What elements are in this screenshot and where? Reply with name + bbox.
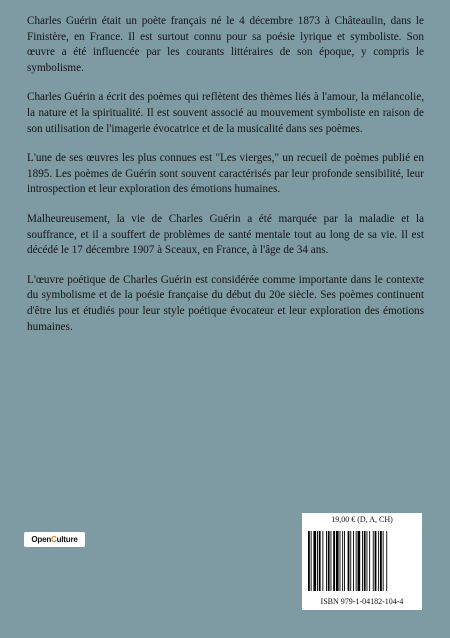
barcode-bar [342,531,343,591]
barcode-bar [383,531,384,591]
barcode-bar [313,531,316,591]
barcode-bar [322,531,323,591]
barcode-icon [306,531,418,593]
isbn-label: ISBN 979-1-04182-104-4 [320,597,404,606]
logo-c-accent: C [51,535,57,544]
barcode-bar [331,531,332,591]
logo-text-open: Open [31,535,52,544]
barcode-bar [353,531,354,591]
barcode-bar [362,531,363,591]
barcode-bar [367,531,368,591]
barcode-bar [319,531,321,591]
barcode-bar [356,531,357,591]
barcode-bar [308,531,310,591]
barcode-bar [380,531,382,591]
paragraph-3: L'une de ses œuvres les plus connues est "Les vierges," un recueil de poèmes publié en 1895. Les poèmes de Guérin sont souvent caractérisés par leur profonde sensibilité, leur introspection et leur exploration des émotions humaines. [27,152,424,196]
barcode-area [302,527,422,610]
logo-text-ulture: ulture [56,535,78,544]
barcode-bar [328,531,330,591]
barcode-bar [326,531,327,591]
price-label: 19,00 € (D, A, CH) [302,513,422,527]
barcode-bar [358,531,361,591]
barcode-bar [333,531,335,591]
barcode-bar [317,531,318,591]
barcode-bar [373,531,374,591]
barcode-bar [340,531,341,591]
barcode-bar [348,531,350,591]
barcode-bar [375,531,377,591]
barcode-bar [378,531,379,591]
back-cover-text [27,14,424,349]
barcode-bar [311,531,312,591]
barcode-bar [364,531,366,591]
barcode-bar [369,531,370,591]
barcode-bar [350,531,351,591]
barcode-bar [386,531,387,591]
publisher-logo [24,532,85,547]
paragraph-1: Charles Guérin était un poète français né le 4 décembre 1873 à Châteaulin, dans le Finistère, en France. Il est surtout connu pour sa poésie lyrique et symboliste. Son œuvre a été influencée par les courants littéraires de son époque, y compris le symbolisme. [27,15,424,74]
barcode-bar [336,531,339,591]
paragraph-5: L'œuvre poétique de Charles Guérin est considérée comme importante dans le contexte du symbolisme et de la poésie française du début du 20e siècle. Ses poèmes continuent d'être lus et étudiés pour leur style poétique évocateur et leur exploration des émotions humaines. [27,273,424,333]
paragraph-2: Charles Guérin a écrit des poèmes qui reflètent des thèmes liés à l'amour, la mélancolie, la nature et la spiritualité. Il est souvent associé au mouvement symboliste en raison de son utilisation de l'imagerie évocatrice et de la musicalité dans ses poèmes. [27,91,424,135]
paragraph-4: Malheureusement, la vie de Charles Guérin a été marquée par la maladie et la souffrance, et il a souffert de problèmes de santé mentale tout au long de sa vie. Il est décédé le 17 décembre 1907 à Sceaux, en France, à l'âge de 34 ans. [27,212,424,257]
barcode-bar [344,531,345,591]
